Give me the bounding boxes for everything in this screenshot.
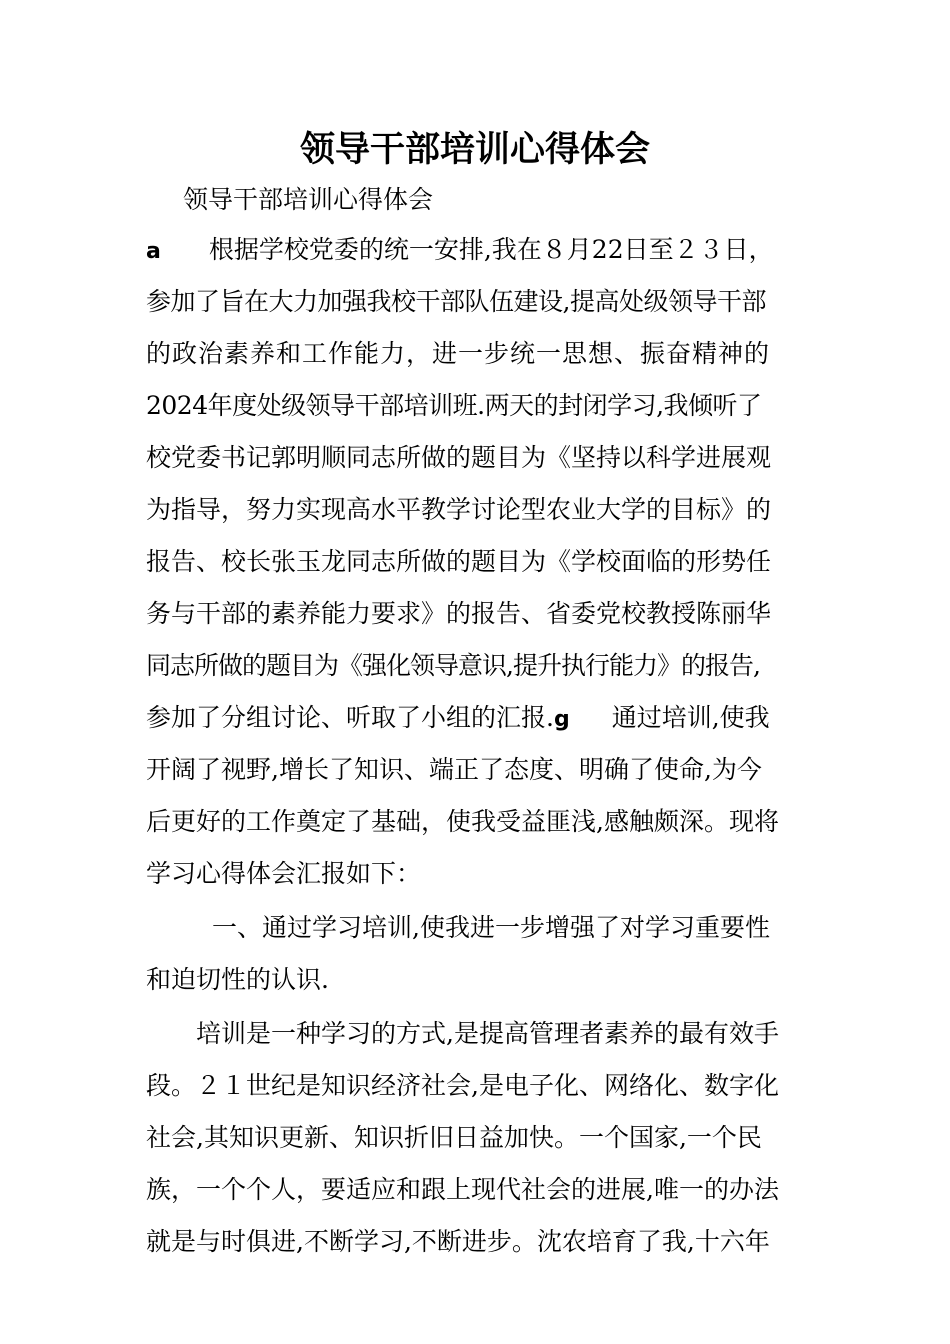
paragraph-1-line: 同志所做的题目为《强化领导意识,提升执行能力》的报告, <box>146 651 760 680</box>
paragraph-3-line: 族，一个个人，要适应和跟上现代社会的进展,唯一的办法 <box>146 1175 779 1204</box>
document-title: 领导干部培训心得体会 <box>299 129 650 170</box>
document-subtitle: 领导干部培训心得体会 <box>183 185 434 214</box>
stray-mark: g <box>553 707 570 732</box>
paragraph-2-line: 学习心得体会汇报如下： <box>146 859 422 888</box>
paragraph-3-line: 培训是一种学习的方式,是提高管理者素养的最有效手 <box>196 1019 779 1048</box>
paragraph-1-line: 校党委书记郭明顺同志所做的题目为《坚持以科学进展观 <box>146 443 772 472</box>
paragraph-1-line: 参加了旨在大力加强我校干部队伍建设,提高处级领导干部 <box>146 287 766 316</box>
paragraph-1-line: 2024年度处级领导干部培训班.两天的封闭学习,我倾听了 <box>146 391 762 420</box>
paragraph-1-line: 根据学校党委的统一安排,我在８月22日至２３日， <box>208 235 774 264</box>
paragraph-2-line: 后更好的工作奠定了基础，使我受益匪浅,感触颇深。现将 <box>146 807 779 836</box>
paragraph-3-line: 社会,其知识更新、知识折旧日益加快。一个国家,一个民 <box>146 1123 762 1152</box>
section-heading-continued: 和迫切性的认识. <box>146 965 329 994</box>
paragraph-3-line: 就是与时俱进,不断学习,不断进步。沈农培育了我,十六年 <box>146 1227 770 1256</box>
stray-mark: a <box>146 239 161 264</box>
section-heading: 一、通过学习培训,使我进一步增强了对学习重要性 <box>212 913 770 942</box>
paragraph-2-line: 开阔了视野,增长了知识、端正了态度、明确了使命,为今 <box>146 755 762 784</box>
paragraph-2-first-line <box>146 701 770 737</box>
paragraph-1-line: 报告、校长张玉龙同志所做的题目为《学校面临的形势任 <box>146 547 772 576</box>
paragraph-1-tail: 参加了分组讨论、听取了小组的汇报. <box>146 703 554 732</box>
paragraph-1-line: 为指导，努力实现高水平教学讨论型农业大学的目标》的 <box>146 495 772 524</box>
paragraph-1-first-line <box>146 233 774 269</box>
paragraph-3-line: 段。２１世纪是知识经济社会,是电子化、网络化、数字化 <box>146 1071 779 1100</box>
paragraph-2-start: 通过培训,使我 <box>611 703 770 732</box>
paragraph-1-line: 的政治素养和工作能力，进一步统一思想、振奋精神的 <box>146 339 771 368</box>
paragraph-1-line: 务与干部的素养能力要求》的报告、省委党校教授陈丽华 <box>146 599 772 628</box>
